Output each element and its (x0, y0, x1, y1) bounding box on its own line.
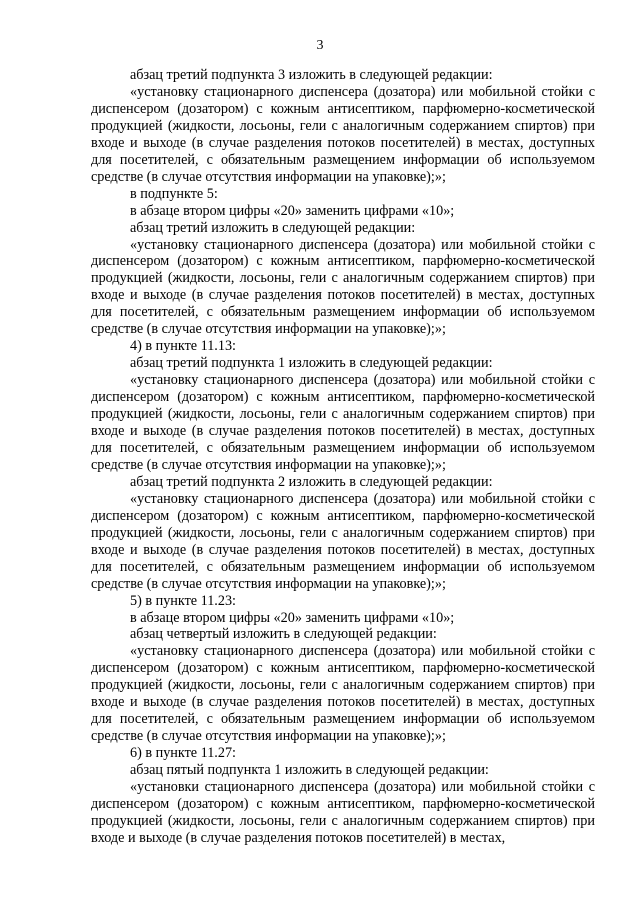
paragraph: 4) в пункте 11.13: (130, 338, 236, 355)
paragraph: 6) в пункте 11.27: (130, 745, 236, 762)
paragraph: абзац третий подпункта 2 изложить в следующей редакции: (130, 473, 493, 490)
paragraph: в абзаце втором цифры «20» заменить цифрами «10»; (130, 609, 455, 626)
paragraph: в подпункте 5: (130, 185, 218, 202)
paragraph: в абзаце втором цифры «20» заменить цифрами «10»; (130, 202, 455, 219)
paragraph: абзац третий изложить в следующей редакции: (130, 219, 416, 236)
paragraph: «установку стационарного диспенсера (дозатора) или мобильной стойки с диспенсером (дозатором) с кожным антисептиком, парфюмерно-косметической продукцией (жидкости, лосьоны, гели с аналогичным содержанием спиртов) при входе и выходе (в случае разделения потоков посетителей) в местах, доступных для посетителей, с обязательным размещением информации об используемом средстве (в случае отсутствия информации на упаковке);»; (91, 83, 595, 185)
paragraph: абзац четвертый изложить в следующей редакции: (130, 626, 437, 643)
paragraph: «установку стационарного диспенсера (дозатора) или мобильной стойки с диспенсером (дозатором) с кожным антисептиком, парфюмерно-косметической продукцией (жидкости, лосьоны, гели с аналогичным содержанием спиртов) при входе и выходе (в случае разделения потоков посетителей) в местах, доступных для посетителей, с обязательным размещением информации об используемом средстве (в случае отсутствия информации на упаковке);»; (91, 490, 595, 592)
paragraph: «установку стационарного диспенсера (дозатора) или мобильной стойки с диспенсером (дозатором) с кожным антисептиком, парфюмерно-косметической продукцией (жидкости, лосьоны, гели с аналогичным содержанием спиртов) при входе и выходе (в случае разделения потоков посетителей) в местах, доступных для посетителей, с обязательным размещением информации об используемом средстве (в случае отсутствия информации на упаковке);»; (91, 643, 595, 745)
paragraph: 5) в пункте 11.23: (130, 592, 236, 609)
paragraph: абзац третий подпункта 3 изложить в следующей редакции: (130, 67, 493, 83)
page-number: 3 (316, 38, 324, 53)
document-body (91, 67, 595, 847)
paragraph: абзац пятый подпункта 1 изложить в следующей редакции: (130, 762, 489, 779)
paragraph: «установку стационарного диспенсера (дозатора) или мобильной стойки с диспенсером (дозатором) с кожным антисептиком, парфюмерно-косметической продукцией (жидкости, лосьоны, гели с аналогичным содержанием спиртов) при входе и выходе (в случае разделения потоков посетителей) в местах, доступных для посетителей, с обязательным размещением информации об используемом средстве (в случае отсутствия информации на упаковке);»; (91, 372, 595, 473)
paragraph: «установки стационарного диспенсера (дозатора) или мобильной стойки с диспенсером (дозатором) с кожным антисептиком, парфюмерно-косметической продукцией (жидкости, лосьоны, гели с аналогичным содержанием спиртов) при входе и выходе (в случае разделения потоков посетителей) в местах, (91, 779, 595, 846)
paragraph: «установку стационарного диспенсера (дозатора) или мобильной стойки с диспенсером (дозатором) с кожным антисептиком, парфюмерно-косметической продукцией (жидкости, лосьоны, гели с аналогичным содержанием спиртов) при входе и выходе (в случае разделения потоков посетителей) в местах, доступных для посетителей, с обязательным размещением информации об используемом средстве (в случае отсутствия информации на упаковке);»; (91, 236, 595, 338)
paragraph: абзац третий подпункта 1 изложить в следующей редакции: (130, 355, 493, 372)
